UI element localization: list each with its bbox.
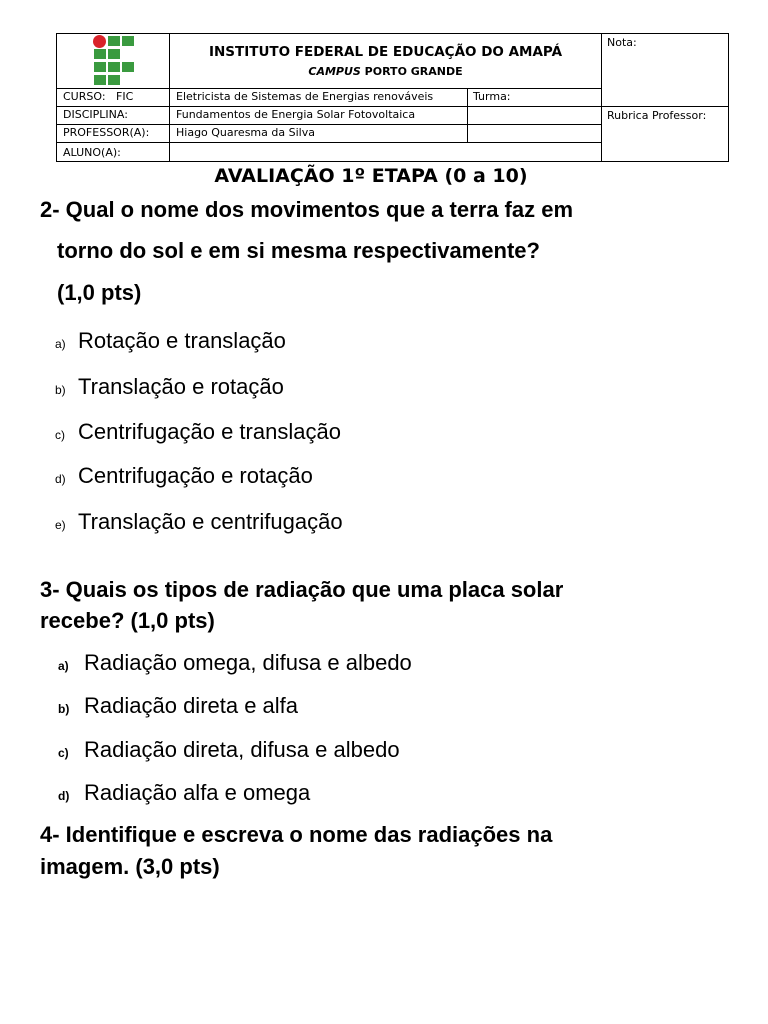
q3-option-c[interactable]: c) Radiação direta, difusa e albedo: [58, 737, 400, 762]
aluno-label: ALUNO(A):: [63, 146, 121, 159]
professor-value: Hiago Quaresma da Silva: [176, 126, 315, 139]
curso-label: CURSO: FIC: [63, 90, 134, 103]
q2-option-a[interactable]: a) Rotação e translação: [55, 328, 286, 353]
q3-option-d[interactable]: d) Radiação alfa e omega: [58, 780, 311, 805]
q3-option-b[interactable]: b) Radiação direta e alfa: [58, 693, 299, 718]
page-title: AVALIAÇÃO 1º ETAPA (0 a 10): [214, 165, 528, 187]
q3-option-a[interactable]: a) Radiação omega, difusa e albedo: [58, 650, 412, 675]
curso-name: Eletricista de Sistemas de Energias renováveis: [176, 90, 434, 103]
question-4-line1: 4- Identifique e escreva o nome das radiações na: [40, 822, 553, 847]
question-2-line2: torno do sol e em si mesma respectivamente?: [57, 238, 540, 263]
question-4-line2: imagem. (3,0 pts): [40, 854, 220, 879]
institution-name: INSTITUTO FEDERAL DE EDUCAÇÃO DO AMAPÁ: [208, 44, 563, 60]
rubrica-label: Rubrica Professor:: [607, 109, 707, 122]
turma-label: Turma:: [473, 90, 511, 103]
q2-option-e[interactable]: e) Translação e centrifugação: [55, 509, 343, 534]
header-table: [56, 33, 729, 162]
ifap-logo: [93, 35, 137, 87]
q2-option-b[interactable]: b) Translação e rotação: [55, 374, 284, 399]
disciplina-label: DISCIPLINA:: [63, 108, 128, 121]
campus-name: CAMPUS PORTO GRANDE: [308, 65, 463, 78]
disciplina-value: Fundamentos de Energia Solar Fotovoltaica: [176, 108, 416, 121]
question-2-line1: 2- Qual o nome dos movimentos que a terra faz em: [40, 197, 574, 222]
question-3-line1: 3- Quais os tipos de radiação que uma placa solar: [40, 577, 564, 602]
q2-option-d[interactable]: d) Centrifugação e rotação: [55, 463, 313, 488]
question-3-line2: recebe? (1,0 pts): [40, 608, 215, 633]
nota-label: Nota:: [607, 36, 637, 49]
professor-label: PROFESSOR(A):: [63, 126, 150, 139]
question-2-line3: (1,0 pts): [57, 280, 142, 305]
q2-option-c[interactable]: c) Centrifugação e translação: [55, 419, 341, 444]
